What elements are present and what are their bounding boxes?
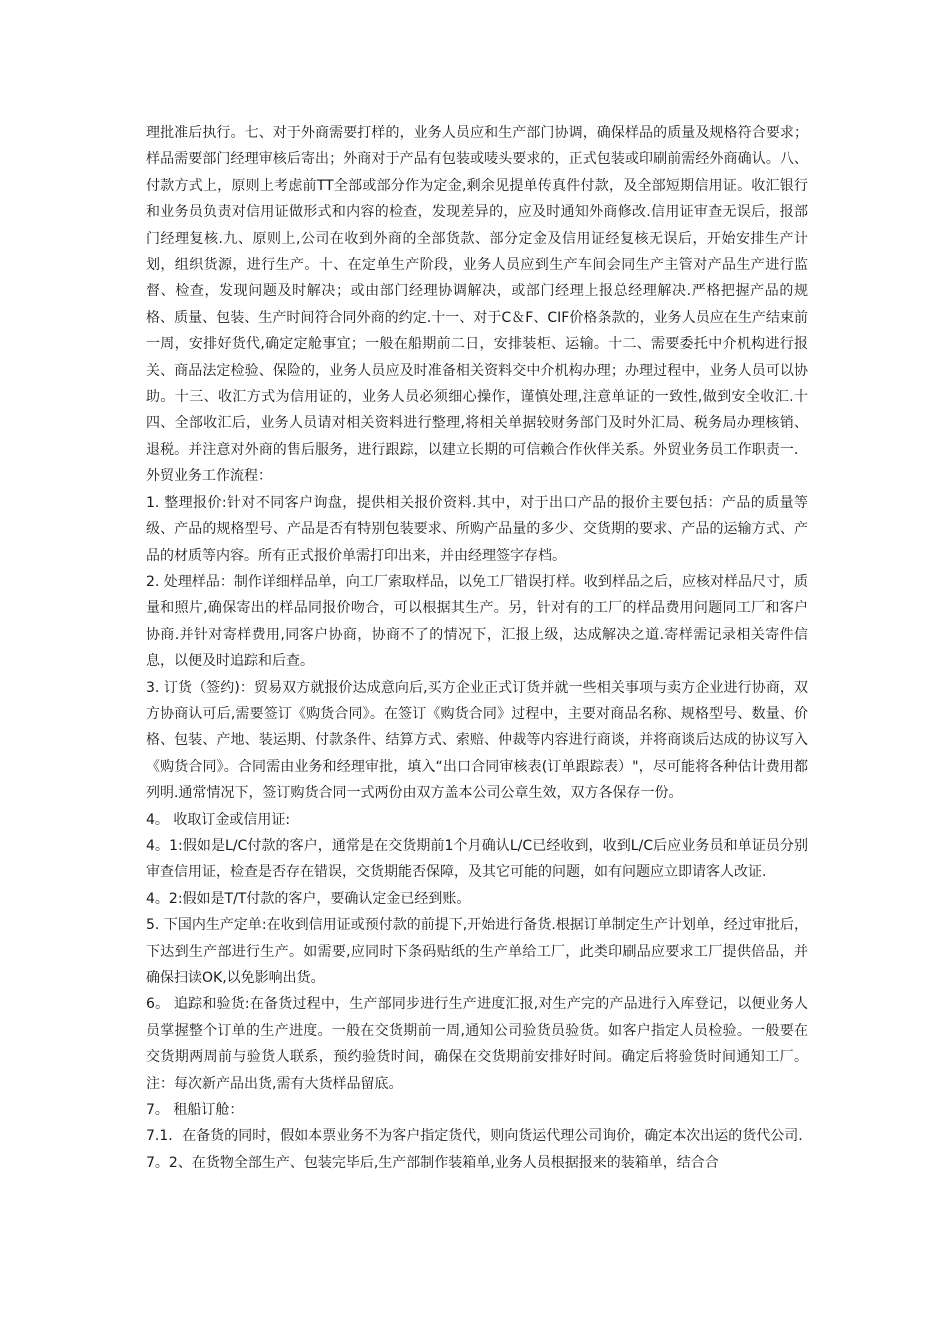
paragraph-production-order: 5. 下国内生产定单:在收到信用证或预付款的前提下,开始进行备货.根据订单制定生产计划单，经过审批后，下达到生产部进行生产。如需要,应同时下条码贴纸的生产单给工厂，此类印刷品应要求工厂提供倍品，并确保扫读OK,以免影响出货。: [146, 917, 808, 986]
paragraph-ordering: 3. 订货（签约)：贸易双方就报价达成意向后,买方企业正式订货并就一些相关事项与卖方企业进行协商，双方协商认可后,需要签订《购货合同》。在签订《购货合同》过程中，主要对商品名称、规格型号、数量、价格、包装、产地、装运期、付款条件、结算方式、索赔、仲裁等内容进行商谈，并将商谈后达成的协议写入《购货合同》。合同需由业务和经理审批，填入“出口合同审核表(订单跟踪表）"，尽可能将各种估计费用都列明.通常情况下，签订购货合同一式两份由双方盖本公司公章生效，双方各保存一份。: [146, 679, 808, 802]
document-page: [146, 120, 808, 1176]
paragraph-inspection: 6。 追踪和验货:在备货过程中，生产部同步进行生产进度汇报,对生产完的产品进行入库登记，以便业务人员掌握整个订单的生产进度。一般在交货期前一周,通知公司验货员验货。如客户指定人员检验。一般要在交货期两周前与验货人联系，预约验货时间，确保在交货期前安排好时间。确定后将验货时间通知工厂。注：每次新产品出货,需有大货样品留底。: [146, 996, 808, 1092]
paragraph-deposit-lc: 4。1:假如是L/C付款的客户，通常是在交货期前1个月确认L/C已经收到，收到L/C后应业务员和单证员分别审查信用证，检查是否存在错误，交货期能否保障，及其它可能的问题，如有问题应立即请客人改证.: [146, 837, 808, 881]
paragraph-quotation: 1. 整理报价:针对不同客户询盘，提供相关报价资料.其中，对于出口产品的报价主要包括：产品的质量等级、产品的规格型号、产品是否有特别包装要求、所购产品量的多少、交货期的要求、产品的运输方式、产品的材质等内容。所有正式报价单需打印出来，并由经理签字存档。: [146, 494, 808, 564]
paragraph-samples: 2. 处理样品：制作详细样品单，向工厂索取样品，以免工厂错误打样。收到样品之后，应核对样品尺寸，质量和照片,确保寄出的样品同报价吻合，可以根据其生产。另，针对有的工厂的样品费用问题同工厂和客户协商.并针对寄样费用,同客户协商，协商不了的情况下，汇报上级，达成解决之道.寄样需记录相关寄件信息，以便及时追踪和后查。: [146, 573, 808, 670]
paragraph-booking-heading: 7。 租船订舱：: [146, 1102, 244, 1119]
paragraph-booking-packing: 7。2、在货物全部生产、包装完毕后,生产部制作装箱单,业务人员根据报来的装箱单，结合合: [146, 1154, 719, 1171]
paragraph-intro: 理批准后执行。七、对于外商需要打样的，业务人员应和生产部门协调，确保样品的质量及规格符合要求；样品需要部门经理审核后寄出；外商对于产品有包装或唛头要求的，正式包装或印刷前需经外商确认。八、付款方式上，原则上考虑前TT全部或部分作为定金,剩余见提单传真件付款，及全部短期信用证。收汇银行和业务员负责对信用证做形式和内容的检查，发现差异的，应及时通知外商修改.信用证审查无误后，报部门经理复核.九、原则上,公司在收到外商的全部货款、部分定金及信用证经复核无误后，开始安排生产计划，组织货源，进行生产。十、在定单生产阶段，业务人员应到生产车间会同生产主管对产品生产进行监督、检查，发现问题及时解决；或由部门经理协调解决，或部门经理上报总经理解决.严格把握产品的规格、质量、包装、生产时间符合同外商的约定.十一、对于C＆F、CIF价格条款的，业务人员应在生产结束前一周，安排好货代,确定定舱事宜；一般在船期前二日，安排装柜、运输。十二、需要委托中介机构进行报关、商品法定检验、保险的，业务人员应及时准备相关资料交中介机构办理；办理过程中，业务人员可以协助。十三、收汇方式为信用证的，业务人员必须细心操作，谨慎处理,注意单证的一致性,做到安全收汇.十四、全部收汇后，业务人员请对相关资料进行整理,将相关单据较财务部门及时外汇局、税务局办理核销、退税。并注意对外商的售后服务，进行跟踪，以建立长期的可信赖合作伙伴关系。外贸业务员工作职责一．外贸业务工作流程：: [146, 125, 808, 485]
paragraph-booking-forwarder: 7.1．在备货的同时，假如本票业务不为客户指定货代，则向货运代理公司询价，确定本次出运的货代公司.: [146, 1128, 803, 1145]
paragraph-deposit-heading: 4。 收取订金或信用证:: [146, 811, 291, 828]
paragraph-deposit-tt: 4。2:假如是T/T付款的客户，要确认定金已经到账。: [146, 890, 471, 907]
